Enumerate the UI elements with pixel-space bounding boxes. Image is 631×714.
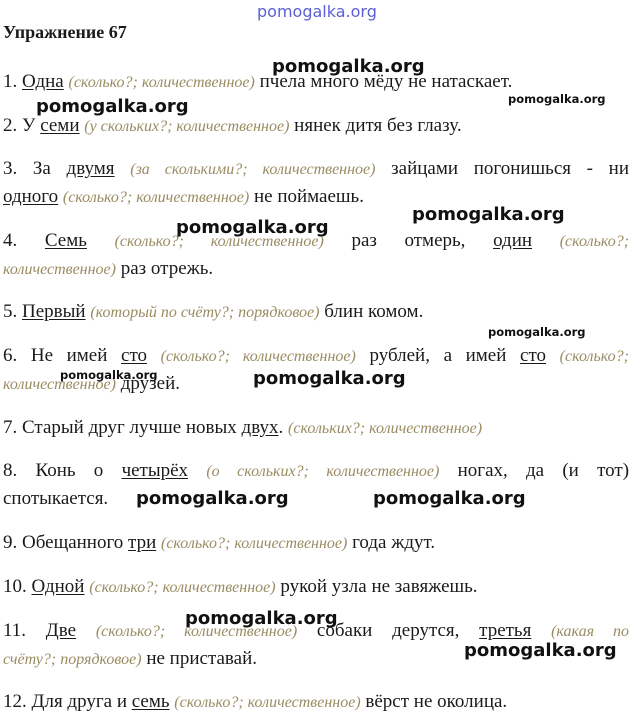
numeral-hint: (сколько?; количественное) — [89, 579, 276, 596]
numeral: двух — [241, 417, 279, 438]
sentence-2 — [3, 115, 462, 137]
watermark: pomogalka.org — [253, 368, 406, 389]
sentence-rest: пчела много мёду не натаскает. — [259, 71, 513, 92]
numeral: сто — [520, 345, 547, 366]
sentence-rest: блин комом. — [324, 301, 424, 322]
sentence-rest: рублей, а имей — [369, 345, 507, 366]
numeral-hint: (сколько?; количественное) — [95, 623, 298, 640]
numeral-hint: (сколько?; количественное) — [174, 694, 361, 711]
watermark: pomogalka.org — [464, 640, 617, 661]
site-watermark-top[interactable]: pomogalka.org — [257, 2, 377, 21]
sentence-number: 11. — [3, 620, 27, 641]
numeral-hint: (сколько?; — [559, 348, 630, 365]
numeral: один — [493, 230, 533, 251]
numeral-hint: (который по счёту?; порядковое) — [90, 304, 320, 321]
numeral-hint: количественное) — [3, 261, 116, 278]
numeral: Семь — [44, 230, 87, 251]
sentence-9 — [3, 532, 435, 554]
watermark: pomogalka.org — [373, 488, 526, 509]
sentence-rest: ногах, да (и тот) — [457, 460, 630, 481]
sentence-number: 1. — [3, 71, 18, 92]
numeral-hint: (за сколькими?; количественное) — [130, 161, 376, 178]
sentence-5 — [3, 301, 423, 323]
sentence-3-line-2 — [3, 186, 364, 208]
watermark: pomogalka.org — [272, 56, 425, 77]
sentence-rest: спотыкается. — [3, 488, 109, 509]
sentence-number: 8. Конь о — [3, 460, 104, 481]
numeral: Две — [45, 620, 77, 641]
watermark: pomogalka.org — [412, 204, 565, 225]
numeral-hint: (у скольких?; количественное) — [84, 118, 290, 135]
sentence-number: 10. — [3, 576, 27, 597]
numeral-hint: (сколько?; количественное) — [68, 74, 255, 91]
sentence-rest: раз отрежь. — [120, 258, 214, 279]
sentence-number: 12. Для друга и — [3, 691, 127, 712]
sentence-8-line-1 — [3, 460, 629, 482]
numeral: Одной — [31, 576, 85, 597]
sentence-4-line-2 — [3, 258, 213, 280]
exercise-heading: Упражнение 67 — [3, 22, 127, 42]
sentence-number: 6. Не имей — [3, 345, 108, 366]
sentence-rest: нянек дитя без глазу. — [294, 115, 462, 136]
sentence-number: 3. За — [3, 158, 51, 179]
numeral: двумя — [66, 158, 115, 179]
sentence-number: 2. У — [3, 115, 36, 136]
sentence-1 — [3, 71, 512, 93]
sentence-rest: года ждут. — [352, 532, 436, 553]
sentence-rest: друзей. — [120, 373, 181, 394]
numeral-hint: количественное) — [3, 376, 116, 393]
sentence-number: 5. — [3, 301, 18, 322]
sentence-number: 4. — [3, 230, 18, 251]
watermark: pomogalka.org — [136, 488, 289, 509]
numeral-hint: (сколько?; количественное) — [62, 189, 250, 206]
sentence-7 — [3, 417, 482, 439]
numeral: семи — [40, 115, 80, 136]
sentence-rest: . — [278, 417, 284, 438]
sentence-12 — [3, 691, 507, 713]
sentence-10 — [3, 576, 478, 598]
watermark: pomogalka.org — [60, 368, 158, 382]
watermark: pomogalka.org — [488, 325, 586, 339]
sentence-number: 7. Старый друг лучше новых — [3, 417, 237, 438]
numeral-hint: (о скольких?; количественное) — [206, 463, 440, 480]
numeral-hint: (какая по — [551, 623, 630, 640]
numeral-hint: счёту?; порядковое) — [3, 651, 142, 668]
sentence-3-line-1 — [3, 158, 629, 180]
sentence-rest: рукой узла не завяжешь. — [280, 576, 478, 597]
numeral-hint: (сколько?; — [559, 233, 630, 250]
sentence-rest: не приставай. — [146, 648, 257, 669]
numeral-hint: (сколько?; количественное) — [114, 233, 324, 250]
watermark: pomogalka.org — [185, 608, 338, 629]
sentence-rest: не поймаешь. — [253, 186, 364, 207]
numeral: три — [128, 532, 157, 553]
numeral: одного — [3, 186, 59, 207]
numeral-hint: (сколько?; количественное) — [161, 535, 348, 552]
numeral: семь — [131, 691, 170, 712]
numeral: Первый — [22, 301, 86, 322]
numeral: третья — [479, 620, 532, 641]
sentence-8-line-2 — [3, 488, 108, 510]
numeral: Одна — [22, 71, 64, 92]
numeral-hint: (скольких?; количественное) — [288, 420, 483, 437]
sentence-11-line-2 — [3, 648, 257, 670]
sentence-rest: вёрст не околица. — [365, 691, 508, 712]
numeral: четырёх — [121, 460, 189, 481]
watermark: pomogalka.org — [508, 92, 606, 106]
watermark: pomogalka.org — [36, 96, 189, 117]
sentence-number: 9. Обещанного — [3, 532, 124, 553]
sentence-rest: собаки дерутся, — [316, 620, 460, 641]
numeral: сто — [121, 345, 148, 366]
watermark: pomogalka.org — [176, 217, 329, 238]
sentence-6-line-1 — [3, 345, 629, 367]
sentence-rest: раз отмерь, — [351, 230, 466, 251]
sentence-rest: зайцами погонишься - ни — [391, 158, 630, 179]
numeral-hint: (сколько?; количественное) — [160, 348, 356, 365]
